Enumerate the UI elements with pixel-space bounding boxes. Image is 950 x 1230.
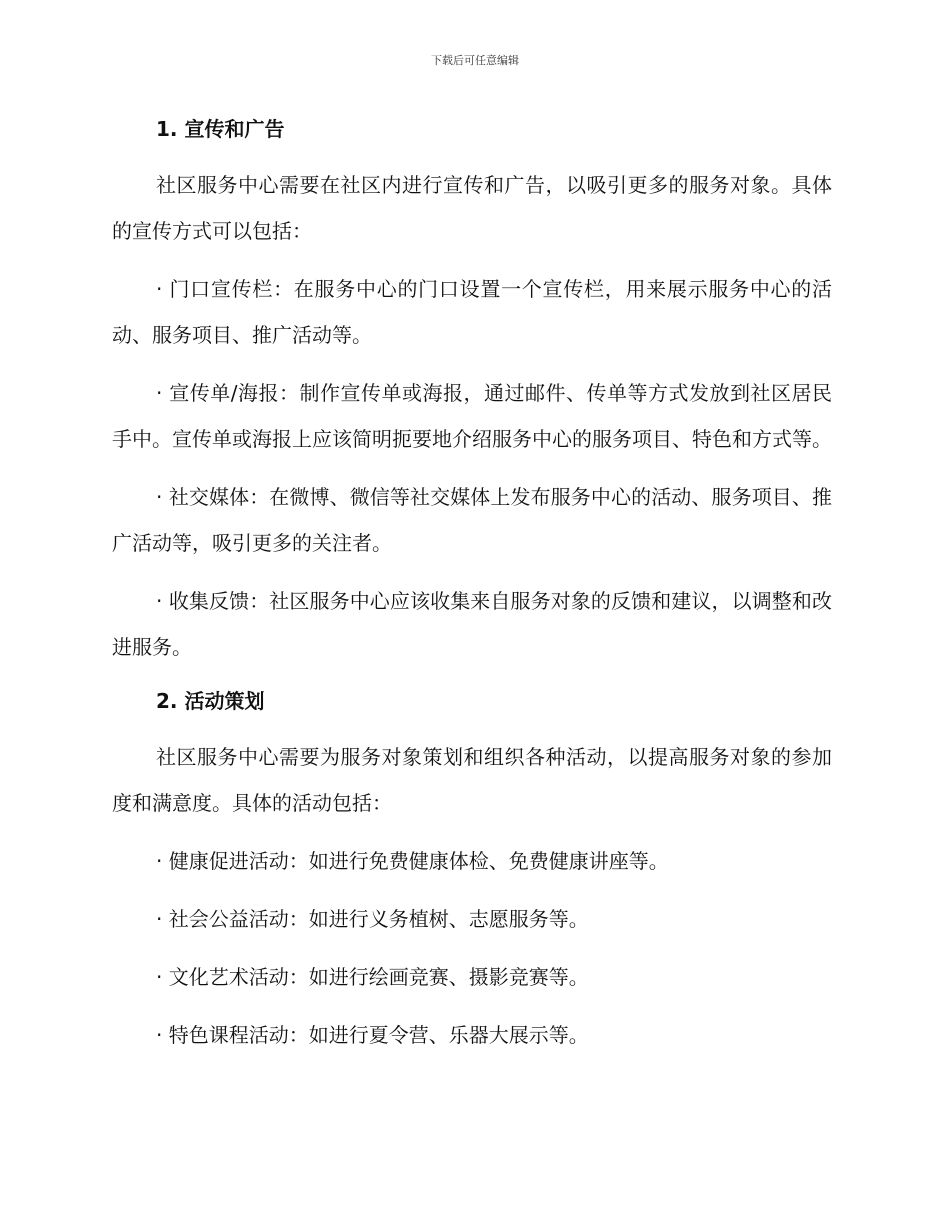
list-item: · 健康促进活动：如进行免费健康体检、免费健康讲座等。 (156, 849, 669, 873)
section-heading: 2. 活动策划 (156, 689, 265, 713)
list-item: · 门口宣传栏：在服务中心的门口设置一个宣传栏，用来展示服务中心的活动、服务项目、推广活动等。 (112, 277, 832, 347)
list-item: · 文化艺术活动：如进行绘画竞赛、摄影竞赛等。 (156, 965, 589, 989)
section-intro: 社区服务中心需要在社区内进行宣传和广告，以吸引更多的服务对象。具体的宣传方式可以包括： (112, 173, 832, 243)
list-item: · 收集反馈：社区服务中心应该收集来自服务对象的反馈和建议，以调整和改进服务。 (112, 589, 832, 659)
list-item: · 社会公益活动：如进行义务植树、志愿服务等。 (156, 907, 589, 931)
list-item: · 社交媒体：在微博、微信等社交媒体上发布服务中心的活动、服务项目、推广活动等，吸引更多的关注者。 (112, 485, 832, 555)
list-item: · 宣传单/海报：制作宣传单或海报，通过邮件、传单等方式发放到社区居民手中。宣传单或海报上应该简明扼要地介绍服务中心的服务项目、特色和方式等。 (112, 381, 832, 451)
list-item: · 特色课程活动：如进行夏令营、乐器大展示等。 (156, 1023, 589, 1047)
section-heading: 1. 宣传和广告 (156, 117, 285, 141)
document-body (112, 110, 832, 1058)
section-intro: 社区服务中心需要为服务对象策划和组织各种活动，以提高服务对象的参加度和满意度。具体的活动包括： (112, 745, 832, 815)
page-header: 下载后可任意编辑 (431, 54, 519, 67)
